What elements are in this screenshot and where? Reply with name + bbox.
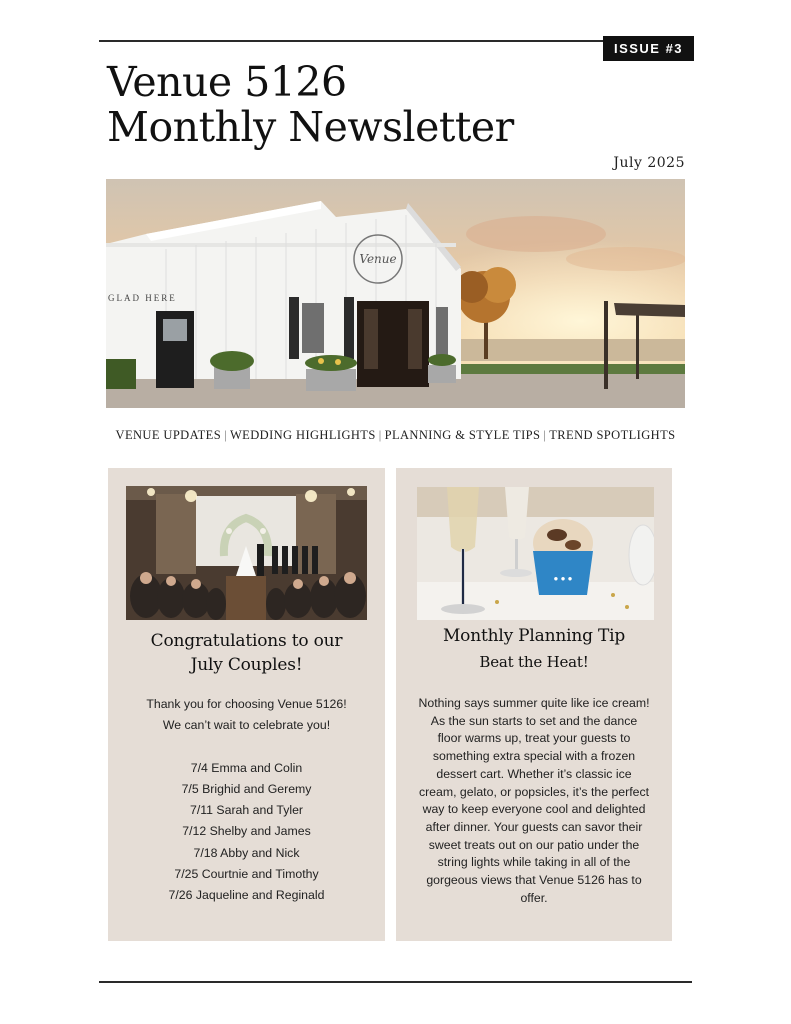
list-item: 7/26 Jaqueline and Reginald xyxy=(168,888,325,903)
planning-tip-body: Nothing says summer quite like ice cream! As the sun starts to set and the dance floor warms up, treat your guests to something extra special with a frozen dessert cart. Whether it’s classic ice cream, gelato, or popsicles, it’s the perfect way to keep everyone cool and delighted after dinner. Your guests can savor their sweet treats out on our patio under the string lights while taking in all of the gorgeous views that Venue 5126 has to offer. xyxy=(418,696,650,905)
ice-cream-cup xyxy=(533,519,593,595)
couples-heading-line-1: Congratulations to our xyxy=(150,631,343,651)
newsletter-title xyxy=(107,60,514,150)
list-item: 7/25 Courtnie and Timothy xyxy=(174,867,319,882)
thank-you-line-1: Thank you for choosing Venue 5126! xyxy=(146,697,347,711)
ceremony-photo xyxy=(126,486,367,620)
list-item: 7/11 Sarah and Tyler xyxy=(189,803,304,818)
planter xyxy=(305,355,357,391)
thank-you-message xyxy=(108,694,385,737)
list-item: 7/5 Brighid and Geremy xyxy=(181,781,312,796)
topic-nav xyxy=(0,428,791,443)
issue-date: July 2025 xyxy=(613,155,685,171)
sign-text: GLAD HERE xyxy=(108,293,177,303)
list-item: 7/18 Abby and Nick xyxy=(193,845,300,860)
topic-planning-style-tips: PLANNING & STYLE TIPS xyxy=(384,428,541,442)
topic-separator: | xyxy=(224,428,227,442)
bottom-rule xyxy=(99,981,692,983)
wedding-ceremony-illustration xyxy=(126,486,367,620)
couples-body xyxy=(108,694,385,907)
couples-heading xyxy=(108,629,385,677)
ice-cream-photo xyxy=(417,487,654,620)
svg-text:● ● ●: ● ● ● xyxy=(553,574,573,583)
issue-badge: ISSUE #3 xyxy=(603,36,694,61)
hero-venue-photo xyxy=(106,179,685,408)
ice-cream-illustration xyxy=(417,487,654,620)
list-item: 7/12 Shelby and James xyxy=(182,824,311,839)
planter xyxy=(210,351,254,389)
planter xyxy=(428,354,456,383)
title-line-1: Venue 5126 xyxy=(107,58,347,106)
groom xyxy=(257,544,264,576)
list-item: 7/4 Emma and Colin xyxy=(190,760,303,775)
thank-you-line-2: We can’t wait to celebrate you! xyxy=(162,718,331,733)
july-couples-card xyxy=(108,468,385,941)
couples-list xyxy=(108,758,385,907)
svg-text:Venue: Venue xyxy=(359,252,397,266)
planning-tip-subheading: Beat the Heat! xyxy=(479,653,589,671)
title-line-2: Monthly Newsletter xyxy=(107,103,514,151)
topic-wedding-highlights: WEDDING HIGHLIGHTS xyxy=(229,428,376,442)
planning-tip-heading: Monthly Planning Tip xyxy=(442,626,626,646)
venue-barn-illustration xyxy=(106,179,685,408)
planning-tip-card xyxy=(396,468,672,941)
topic-trend-spotlights: TREND SPOTLIGHTS xyxy=(549,428,676,442)
topic-venue-updates: VENUE UPDATES xyxy=(115,428,222,442)
topic-separator: | xyxy=(378,428,382,442)
topic-separator: | xyxy=(543,428,547,442)
couples-heading-line-2: July Couples! xyxy=(190,655,303,675)
